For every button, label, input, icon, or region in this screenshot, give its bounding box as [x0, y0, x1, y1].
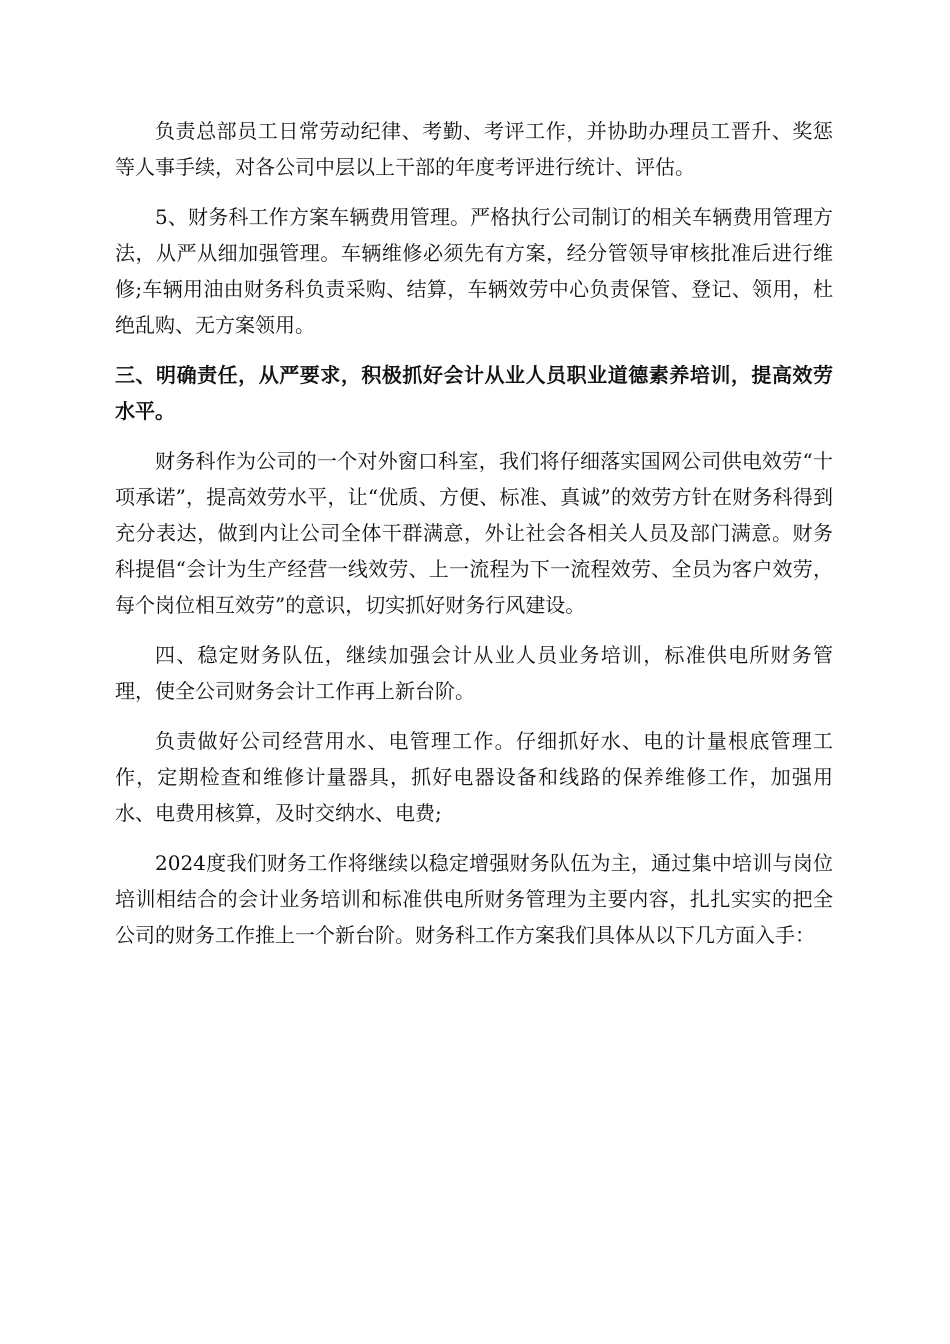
paragraph-water-electricity: 负责做好公司经营用水、电管理工作。仔细抓好水、电的计量根底管理工作，定期检查和维修计量器具，抓好电器设备和线路的保养维修工作，加强用水、电费用核算，及时交纳水、电费;: [115, 729, 833, 825]
paragraph-annual-plan: 2024度我们财务工作将继续以稳定增强财务队伍为主，通过集中培训与岗位培训相结合的会计业务培训和标准供电所财务管理为主要内容，扎扎实实的把全公司的财务工作推上一个新台阶。财务科工作方案我们具体从以下几方面入手：: [115, 851, 833, 947]
section-heading-three: 三、明确责任，从严要求，积极抓好会计从业人员职业道德素养培训，提高效劳水平。: [115, 363, 833, 423]
document-page: [115, 113, 833, 967]
paragraph-section-four: 四、稳定财务队伍，继续加强会计从业人员业务培训，标准供电所财务管理，使全公司财务会计工作再上新台阶。: [115, 643, 833, 703]
paragraph-attendance: 负责总部员工日常劳动纪律、考勤、考评工作，并协助办理员工晋升、奖惩等人事手续，对各公司中层以上干部的年度考评进行统计、评估。: [115, 119, 833, 179]
paragraph-service-window: 财务科作为公司的一个对外窗口科室，我们将仔细落实国网公司供电效劳“十项承诺”，提高效劳水平，让“优质、方便、标准、真诚”的效劳方针在财务科得到充分表达，做到内让公司全体干群满意，外让社会各相关人员及部门满意。财务科提倡“会计为生产经营一线效劳、上一流程为下一流程效劳、全员为客户效劳，每个岗位相互效劳”的意识，切实抓好财务行风建设。: [115, 449, 833, 617]
paragraph-vehicle-costs: 5、财务科工作方案车辆费用管理。严格执行公司制订的相关车辆费用管理方法，从严从细加强管理。车辆维修必须先有方案，经分管领导审核批准后进行维修;车辆用油由财务科负责采购、结算，车辆效劳中心负责保管、登记、领用，杜绝乱购、无方案领用。: [115, 205, 833, 337]
